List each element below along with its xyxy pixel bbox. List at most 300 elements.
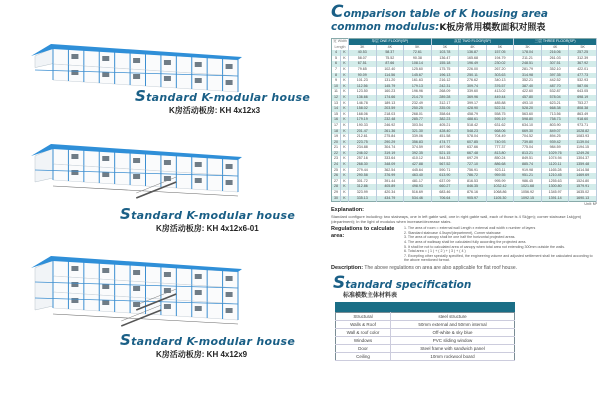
table-cell: 358.64 xyxy=(431,112,459,118)
table-cell: 87.66 xyxy=(376,61,404,67)
table-cell: 816.53 xyxy=(459,179,487,185)
table-cell: 40.53 xyxy=(349,50,377,56)
table-cell: 196.96 xyxy=(404,89,432,95)
window xyxy=(164,176,171,181)
table-cell: 1414.58 xyxy=(569,168,597,174)
table-cell: 1074.94 xyxy=(541,156,569,162)
table-cell: 474.77 xyxy=(431,140,459,146)
table-cell: 136.47 xyxy=(431,56,459,62)
table-cell: 339.60 xyxy=(459,89,487,95)
table-cell: 753.27 xyxy=(569,101,597,107)
table-cell: 1120.11 xyxy=(541,162,569,168)
window xyxy=(133,302,140,307)
table-cell: 376.99 xyxy=(376,173,404,179)
table-cell: 136.87 xyxy=(459,50,487,56)
table-cell: 660.27 xyxy=(431,184,459,190)
house-2-caption xyxy=(120,206,295,234)
table-cell: 16 xyxy=(332,117,341,123)
table-cell: 885.74 xyxy=(514,162,542,168)
table-cell: 442.52 xyxy=(541,78,569,84)
table-cell: 179.13 xyxy=(404,84,432,90)
table-cell: 587.06 xyxy=(569,84,597,90)
spec-label: Structural xyxy=(336,312,391,320)
table-cell: 704.49 xyxy=(486,134,514,140)
spec-label: Ceiling xyxy=(336,352,391,360)
table-cell: 15 xyxy=(332,112,341,118)
window xyxy=(102,172,109,177)
window xyxy=(164,160,171,165)
table-cell: 528.20 xyxy=(514,106,542,112)
table-cell: 348.09 xyxy=(376,162,404,168)
group-header: 双层 TWO FLOOR(SP) xyxy=(431,39,514,45)
table-cell: 668.06 xyxy=(486,129,514,135)
spec-label: Door xyxy=(336,344,391,352)
corner-length: Length xyxy=(332,45,349,51)
table-cell: 29 xyxy=(332,190,341,196)
table-cell: 178.04 xyxy=(514,50,542,56)
table-cell: 268.09 xyxy=(431,89,459,95)
explanation xyxy=(331,207,597,224)
table-cell: K xyxy=(341,129,349,135)
table-cell: 849.51 xyxy=(514,156,542,162)
table-cell: 1469.69 xyxy=(569,173,597,179)
table-cell: 196.49 xyxy=(459,61,487,67)
window xyxy=(164,76,171,81)
table-cell: 285.77 xyxy=(404,117,432,123)
table-cell: 397.35 xyxy=(541,73,569,79)
house-title: Standard K-modular house xyxy=(135,87,311,105)
table-cell: 19 xyxy=(332,134,341,140)
table-cell: 30 xyxy=(332,196,341,202)
table-cell: 493.10 xyxy=(514,101,542,107)
table-cell: 323.99 xyxy=(349,190,377,196)
regulation-item: 7. Excepting other specially specified, the engineering volume and adjusted settlement shall be calculated according to the above mentioned format. xyxy=(404,253,593,263)
table-cell: 232.48 xyxy=(376,117,404,123)
table-cell: K xyxy=(341,56,349,62)
table-cell: 1300.80 xyxy=(541,184,569,190)
table-cell: 301.72 xyxy=(349,179,377,185)
table-cell: 201.47 xyxy=(349,129,377,135)
table-cell: 849.07 xyxy=(541,129,569,135)
table-cell: 248.51 xyxy=(514,61,542,67)
table-cell: 335.05 xyxy=(431,106,459,112)
subcol-header: 3K xyxy=(431,45,459,51)
table-cell: 485.88 xyxy=(486,101,514,107)
house-1-caption xyxy=(135,88,310,116)
spec-label: Windows xyxy=(336,336,391,344)
table-cell: 578.04 xyxy=(459,134,487,140)
table-cell: 218.03 xyxy=(376,112,404,118)
table-cell: 226.00 xyxy=(459,67,487,73)
table-cell: 8 xyxy=(332,73,341,79)
unit-note: Unit: M² xyxy=(584,202,597,207)
table-cell: 276.62 xyxy=(459,78,487,84)
table-cell: 281.79 xyxy=(514,67,542,73)
table-cell: 145.79 xyxy=(376,84,404,90)
table-cell: 12 xyxy=(332,95,341,101)
table-cell: 17 xyxy=(332,123,341,129)
table-cell: 698.19 xyxy=(569,95,597,101)
house-2-two-floor xyxy=(31,144,242,198)
table-cell: 986.45 xyxy=(514,179,542,185)
table-cell: 11 xyxy=(332,89,341,95)
table-cell: 268.01 xyxy=(404,112,432,118)
table-cell: 261.03 xyxy=(541,56,569,62)
table-cell: 1029.76 xyxy=(541,151,569,157)
table-cell: 959.55 xyxy=(486,173,514,179)
spec-row xyxy=(336,344,515,352)
table-cell: 637.09 xyxy=(431,179,459,185)
house-title: Standard K-modular house xyxy=(120,205,296,223)
table-cell: 6 xyxy=(332,61,341,67)
table-cell: 352.21 xyxy=(514,78,542,84)
table-cell: 392.35 xyxy=(404,151,432,157)
table-cell: 683.46 xyxy=(431,190,459,196)
subcol-header: 5K xyxy=(404,45,432,51)
table-cell: 477.73 xyxy=(569,73,597,79)
house-subtitle: K房活动板房: KH 4x12x6-01 xyxy=(156,224,259,233)
house-subtitle: K房活动板房: KH 4x12x3 xyxy=(169,106,261,115)
table-cell: 846.35 xyxy=(459,184,487,190)
table-cell: 333.64 xyxy=(376,156,404,162)
spec-title-cn: 标准模数主体材料表 xyxy=(343,292,398,299)
house-1-single-floor xyxy=(31,44,242,92)
table-cell: 405.21 xyxy=(431,123,459,129)
table-cell: 1391.14 xyxy=(541,196,569,202)
table-cell: 1194.15 xyxy=(569,145,597,151)
regulations xyxy=(331,226,597,263)
table-cell: 1690.13 xyxy=(569,196,597,202)
table-cell: 307.51 xyxy=(541,61,569,67)
table-cell: 481.17 xyxy=(404,179,432,185)
table-cell: 516.69 xyxy=(404,190,432,196)
description-heading: Description: xyxy=(331,264,364,271)
description-text: The above regulations on area are also applicable for flat roof house. xyxy=(364,264,518,271)
table-cell: K xyxy=(341,84,349,90)
table-cell: 67.51 xyxy=(349,61,377,67)
table-cell: 242.31 xyxy=(431,84,459,90)
table-cell: 668.38 xyxy=(541,106,569,112)
table-cell: 1068.86 xyxy=(486,190,514,196)
table-cell: 758.73 xyxy=(541,117,569,123)
window xyxy=(226,64,233,69)
table-cell: 131.20 xyxy=(376,78,404,84)
window xyxy=(164,272,171,277)
table-cell: 356.83 xyxy=(404,140,432,146)
table-cell: 919.98 xyxy=(514,168,542,174)
window xyxy=(164,304,171,309)
window xyxy=(133,74,140,79)
spec-table xyxy=(335,312,515,361)
table-cell: 1105.30 xyxy=(486,196,514,202)
table-cell: K xyxy=(341,140,349,146)
subcol-header: 5K xyxy=(486,45,514,51)
table-cell: 427.88 xyxy=(404,162,432,168)
window xyxy=(102,284,109,289)
window xyxy=(71,54,78,59)
table-cell: 275.84 xyxy=(376,134,404,140)
table-cell: 413.02 xyxy=(486,89,514,95)
table-cell: 7 xyxy=(332,67,341,73)
table-cell: 72.61 xyxy=(404,50,432,56)
table-cell: K xyxy=(341,162,349,168)
window xyxy=(195,178,202,183)
table-cell: K xyxy=(341,168,349,174)
table-cell: 304.74 xyxy=(376,145,404,151)
table-cell: 739.80 xyxy=(514,140,542,146)
table-cell: 756.91 xyxy=(459,168,487,174)
table-cell: 498.93 xyxy=(404,184,432,190)
table-cell: 168.06 xyxy=(349,112,377,118)
spec-row xyxy=(336,320,515,328)
table-cell: 631.62 xyxy=(486,123,514,129)
spec-row xyxy=(336,312,515,320)
regulation-item: 4. The area of walkway shall be calculated fully according the projected area. xyxy=(404,240,527,244)
table-cell: 165.68 xyxy=(459,56,487,62)
table-cell: 1210.45 xyxy=(541,173,569,179)
table-cell: 727.10 xyxy=(459,162,487,168)
table-cell: K xyxy=(341,184,349,190)
table-cell: 145.67 xyxy=(404,73,432,79)
table-cell: K xyxy=(341,156,349,162)
table-cell: 367.92 xyxy=(569,61,597,67)
table-cell: 458.79 xyxy=(459,112,487,118)
subcol-header: 3K xyxy=(349,45,377,51)
table-cell: 312.17 xyxy=(431,101,459,107)
table-cell: 13 xyxy=(332,101,341,107)
table-cell: 532.87 xyxy=(541,89,569,95)
table-cell: 803.90 xyxy=(541,123,569,129)
table-cell: 161.63 xyxy=(404,78,432,84)
window xyxy=(226,308,233,313)
table-cell: K xyxy=(341,106,349,112)
table-cell: 340.13 xyxy=(486,78,514,84)
table-cell: 230.02 xyxy=(486,61,514,67)
table-cell: 22 xyxy=(332,151,341,157)
table-cell: 563.60 xyxy=(514,112,542,118)
table-cell: 25 xyxy=(332,168,341,174)
table-cell: 399.17 xyxy=(459,101,487,107)
table-cell: 190.33 xyxy=(349,123,377,129)
table-cell: 14 xyxy=(332,106,341,112)
table-cell: 352.10 xyxy=(541,67,569,73)
spec-row xyxy=(336,328,515,336)
table-cell: 290.58 xyxy=(349,173,377,179)
window xyxy=(195,290,202,295)
table-cell: 995.99 xyxy=(486,179,514,185)
subcol-header: 5K xyxy=(569,45,597,51)
subcol-header: 4K xyxy=(459,45,487,51)
table-cell: 90.09 xyxy=(349,73,377,79)
window xyxy=(226,164,233,169)
table-cell: K xyxy=(341,196,349,202)
table-cell: 637.66 xyxy=(459,145,487,151)
table-cell: 203.59 xyxy=(376,106,404,112)
table-cell: K xyxy=(341,151,349,157)
table-cell: 102.40 xyxy=(376,67,404,73)
table-cell: 669.30 xyxy=(514,129,542,135)
table-cell: K xyxy=(341,179,349,185)
table-cell: 813.21 xyxy=(514,151,542,157)
table-cell: 607.85 xyxy=(459,140,487,146)
table-cell: 1032.42 xyxy=(486,184,514,190)
table-cell: 103.78 xyxy=(431,50,459,56)
table-cell: 246.02 xyxy=(349,151,377,157)
table-cell: 312.86 xyxy=(349,184,377,190)
table-cell: 422.60 xyxy=(514,89,542,95)
table-cell: 643.05 xyxy=(569,89,597,95)
table-cell: 428.90 xyxy=(459,106,487,112)
table-cell: 1579.91 xyxy=(569,184,597,190)
regulation-item: 6. Total area = ( 1 ) + ( 2 ) + ( 3 ) + ( 4 ) xyxy=(404,249,466,254)
table-cell: 918.60 xyxy=(569,117,597,123)
spec-value: 50mm external and 50mm internal xyxy=(391,320,515,328)
table-cell: 1249.26 xyxy=(569,151,597,157)
window xyxy=(195,78,202,83)
window xyxy=(195,162,202,167)
table-cell: 58.07 xyxy=(349,56,377,62)
table-cell: 312.39 xyxy=(569,56,597,62)
table-cell: 1028.82 xyxy=(569,129,597,135)
table-cell: 449.44 xyxy=(486,95,514,101)
regulation-item: 3. The area of canopy shall be one half the horizontal projected areas. xyxy=(404,235,516,240)
table-cell: 886.68 xyxy=(486,162,514,168)
table-cell: 497.96 xyxy=(431,145,459,151)
window xyxy=(102,56,109,61)
table-cell: 387.40 xyxy=(514,84,542,90)
table-cell: 457.80 xyxy=(514,95,542,101)
table-cell: K xyxy=(341,134,349,140)
window xyxy=(133,174,140,179)
regulations-list xyxy=(404,226,597,263)
window xyxy=(102,300,109,305)
subcol-header: 4K xyxy=(541,45,569,51)
table-cell: 382.23 xyxy=(431,117,459,123)
table-cell: 706.64 xyxy=(431,196,459,202)
table-cell: 1255.63 xyxy=(541,179,569,185)
table-cell: 420.34 xyxy=(376,190,404,196)
table-cell: 521.15 xyxy=(431,151,459,157)
table-cell: K xyxy=(341,173,349,179)
window xyxy=(226,80,233,85)
spec-label: Walls & Roof xyxy=(336,320,391,328)
comparison-title: Comparison table of K housing area common modulus:K板房常用模数面积对照表 xyxy=(331,2,548,33)
table-cell: 160.23 xyxy=(376,89,404,95)
table-cell: 257.16 xyxy=(349,156,377,162)
table-cell: 339.06 xyxy=(404,134,432,140)
table-cell: 598.80 xyxy=(514,117,542,123)
table-cell: 434.79 xyxy=(376,196,404,202)
table-cell: 26 xyxy=(332,173,341,179)
table-cell: 279.44 xyxy=(349,168,377,174)
window xyxy=(226,276,233,281)
window xyxy=(164,288,171,293)
table-cell: 189.13 xyxy=(376,101,404,107)
table-cell: 27 xyxy=(332,179,341,185)
table-cell: 905.97 xyxy=(459,196,487,202)
table-cell: 451.58 xyxy=(431,134,459,140)
table-cell: 232.49 xyxy=(404,101,432,107)
table-cell: 1021.68 xyxy=(514,184,542,190)
table-cell: K xyxy=(341,145,349,151)
table-cell: 20 xyxy=(332,140,341,146)
table-cell: 18 xyxy=(332,129,341,135)
window xyxy=(226,180,233,185)
table-cell: 518.42 xyxy=(459,123,487,129)
table-cell: 623.21 xyxy=(541,101,569,107)
spec-title: Standard specification 标准模数主体材料表 xyxy=(333,277,597,300)
spec-header-bar xyxy=(335,302,515,312)
group-header: 三层 THREE FLOOR(SP) xyxy=(514,39,597,45)
table-cell: 261.36 xyxy=(376,129,404,135)
window xyxy=(102,156,109,161)
table-cell: 5 xyxy=(332,56,341,62)
table-cell: 212.61 xyxy=(349,134,377,140)
table-cell: 376.57 xyxy=(486,84,514,90)
table-cell: 158.02 xyxy=(349,106,377,112)
table-cell: 211.21 xyxy=(514,56,542,62)
table-cell: 216.06 xyxy=(541,50,569,56)
table-cell: 1304.37 xyxy=(569,156,597,162)
window xyxy=(133,286,140,291)
table-cell: 548.23 xyxy=(459,129,487,135)
spec-value: PVC sliding window xyxy=(391,336,515,344)
table-cell: 112.56 xyxy=(349,84,377,90)
table-cell: 567.52 xyxy=(431,162,459,168)
table-cell: 590.71 xyxy=(431,168,459,174)
regulation-item: 5. It shall be not to calculated area of canopy when total area not extending 300mm outside the walls. xyxy=(404,244,566,249)
table-cell: 196.13 xyxy=(431,73,459,79)
table-cell: 1056.92 xyxy=(514,190,542,196)
table-cell: 522.31 xyxy=(486,106,514,112)
table-cell: 1345.97 xyxy=(541,190,569,196)
regulation-item: 2. Standard staircase 4.5sqm/(department), Corner staircase xyxy=(404,230,501,235)
table-cell: 1165.28 xyxy=(541,168,569,174)
table-cell: K xyxy=(341,61,349,67)
explanation-heading: Explanation: xyxy=(331,207,365,214)
spec-row xyxy=(336,336,515,344)
table-cell: 246.92 xyxy=(376,123,404,129)
table-cell: 267.20 xyxy=(486,67,514,73)
table-cell: 740.93 xyxy=(486,140,514,146)
table-cell: 445.64 xyxy=(404,168,432,174)
table-cell: 114.56 xyxy=(376,73,404,79)
table-cell: 289.28 xyxy=(431,95,459,101)
table-cell: 9 xyxy=(332,78,341,84)
table-cell: 667.48 xyxy=(459,151,487,157)
table-cell: 321.30 xyxy=(404,129,432,135)
table-cell: 391.44 xyxy=(376,179,404,185)
group-header: 单层 ONE FLOOR(SP) xyxy=(349,39,432,45)
table-cell: 250.25 xyxy=(404,106,432,112)
table-cell: 984.59 xyxy=(541,145,569,151)
house-3-three-floor xyxy=(31,256,242,326)
table-cell: 786.72 xyxy=(459,173,487,179)
table-cell: 422.01 xyxy=(569,67,597,73)
table-cell: 250.11 xyxy=(459,73,487,79)
house-subtitle: K房活动板房: KH 4x12x9 xyxy=(156,350,248,359)
table-cell: 23 xyxy=(332,156,341,162)
table-cell: 1092.15 xyxy=(514,196,542,202)
table-cell: 175.75 xyxy=(431,67,459,73)
spec-value: steel structure xyxy=(391,312,515,320)
spec-value: Off-white & sky blue xyxy=(391,328,515,336)
spec-row xyxy=(336,352,515,360)
table-cell: 558.75 xyxy=(486,112,514,118)
table-cell: K xyxy=(341,50,349,56)
table-cell: 194.79 xyxy=(486,56,514,62)
table-cell: 410.12 xyxy=(404,156,432,162)
